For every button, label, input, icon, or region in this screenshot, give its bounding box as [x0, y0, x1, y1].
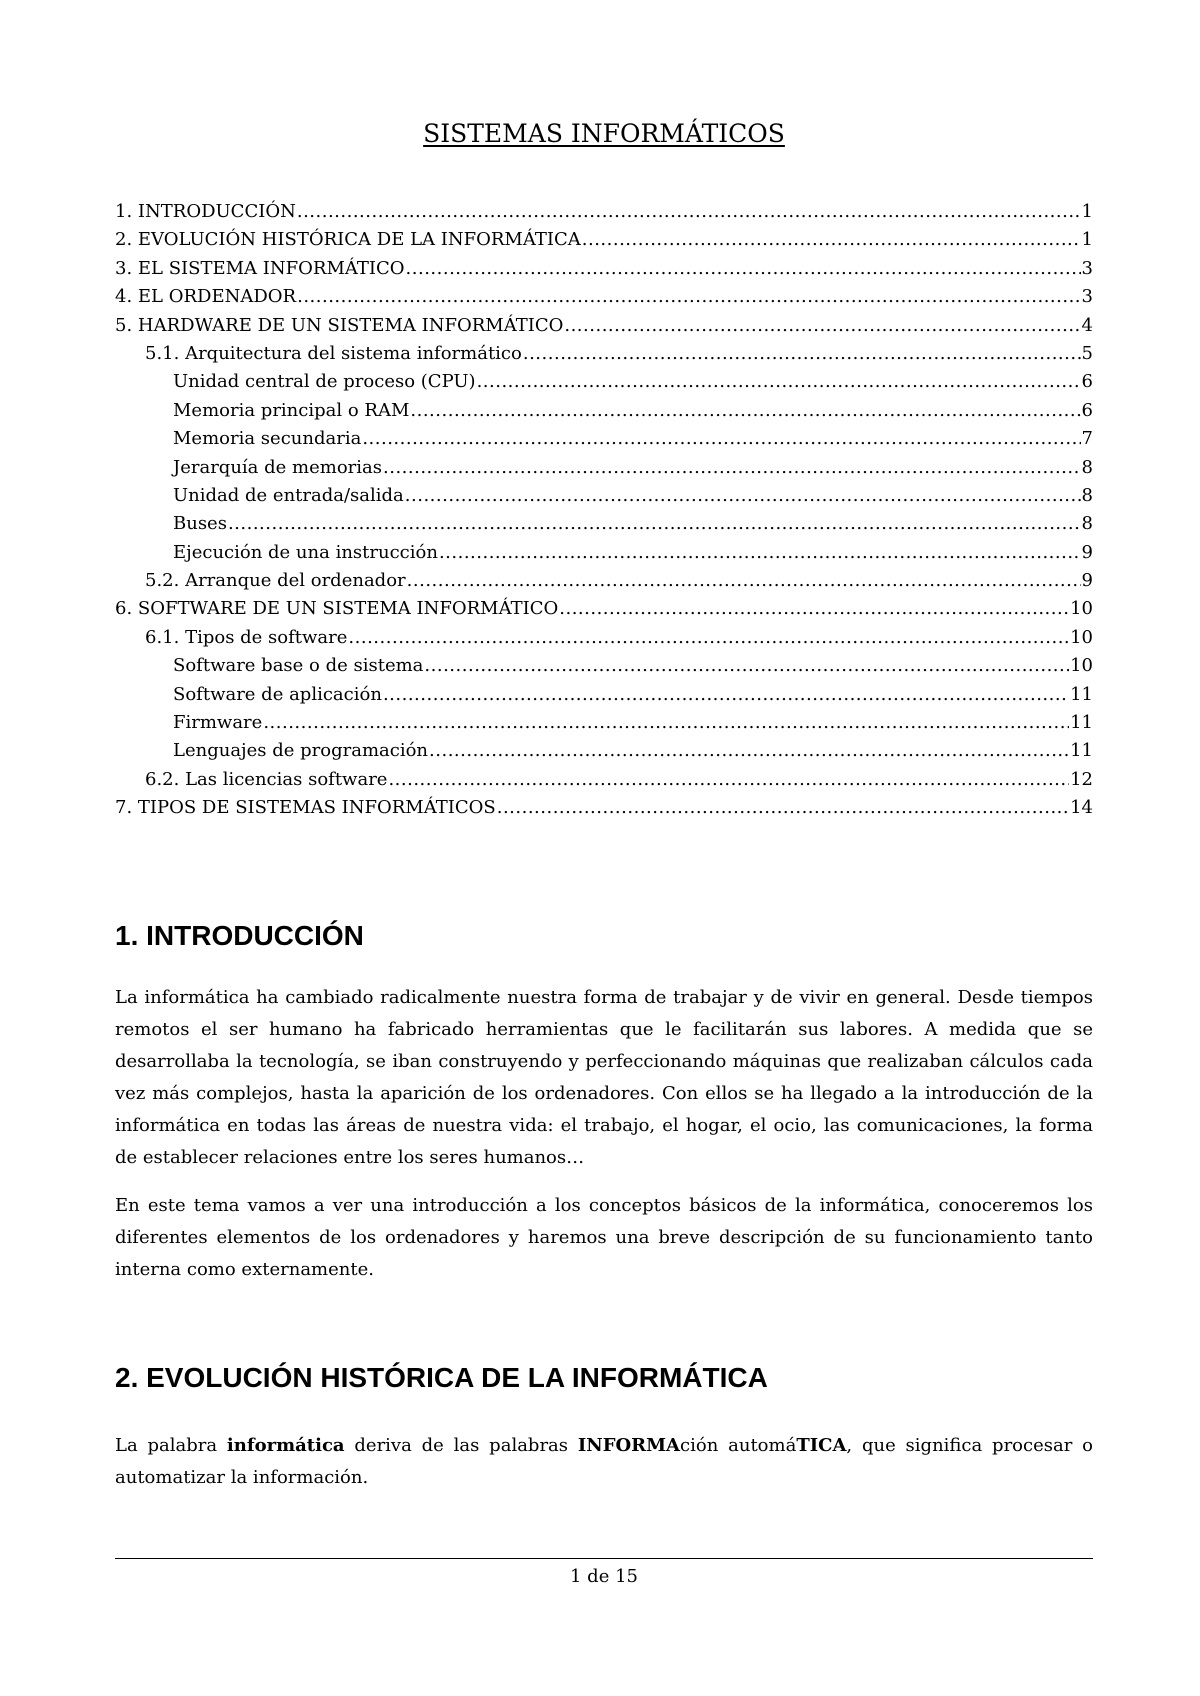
- toc-entry-page-number: 5: [1081, 342, 1093, 364]
- toc-entry-page-number: 11: [1070, 712, 1093, 734]
- toc-entry-page-number: 10: [1070, 598, 1093, 620]
- toc-entry[interactable]: [115, 425, 1093, 453]
- toc-entry[interactable]: [115, 539, 1093, 567]
- toc-entry[interactable]: [115, 397, 1093, 425]
- toc-entry[interactable]: [115, 567, 1093, 595]
- section-heading-introduccion: 1. INTRODUCCIÓN: [115, 920, 364, 951]
- history-text-1: La palabra: [115, 1435, 227, 1456]
- toc-dot-leader: [564, 312, 1080, 340]
- toc-dot-leader: [388, 766, 1069, 794]
- toc-entry-page-number: 12: [1070, 768, 1093, 790]
- footer-divider: [115, 1558, 1093, 1559]
- history-text-4: , que significa procesar o automatizar la información.: [115, 1435, 1093, 1488]
- toc-entry[interactable]: [115, 766, 1093, 794]
- toc-entry[interactable]: [115, 454, 1093, 482]
- toc-entry-page-number: 6: [1081, 399, 1093, 421]
- history-text-2: deriva de las palabras: [344, 1435, 578, 1456]
- toc-dot-leader: [407, 567, 1081, 595]
- toc-entry-label: Buses: [173, 513, 227, 535]
- toc-entry-label: Ejecución de una instrucción: [173, 541, 438, 563]
- history-bold-tica: TICA: [796, 1435, 847, 1456]
- toc-entry-page-number: 11: [1070, 683, 1093, 705]
- toc-dot-leader: [559, 595, 1069, 623]
- toc-entry[interactable]: [115, 510, 1093, 538]
- toc-entry-label: 5.1. Arquitectura del sistema informático: [145, 342, 522, 364]
- toc-entry[interactable]: [115, 198, 1093, 226]
- toc-entry[interactable]: [115, 340, 1093, 368]
- toc-entry[interactable]: [115, 482, 1093, 510]
- toc-entry-label: 1. INTRODUCCIÓN: [115, 201, 296, 222]
- toc-entry-label: 5. HARDWARE DE UN SISTEMA INFORMÁTICO: [115, 314, 564, 336]
- toc-entry-label: 5.2. Arranque del ordenador: [145, 570, 406, 592]
- table-of-contents: [115, 198, 1093, 823]
- toc-entry-label: Memoria principal o RAM: [173, 399, 410, 421]
- intro-paragraph-2: En este tema vamos a ver una introducción a los conceptos básicos de la informática, conoceremos los diferentes elementos de los ordenadores y haremos una breve descripción de su funcionamiento tanto interna como externamente.: [115, 1195, 1093, 1280]
- toc-entry-page-number: 8: [1081, 484, 1093, 506]
- history-paragraph-1: [115, 1430, 1093, 1494]
- toc-entry-page-number: 8: [1081, 513, 1093, 535]
- toc-entry[interactable]: [115, 624, 1093, 652]
- toc-entry-label: Firmware: [173, 712, 263, 734]
- toc-entry-label: Unidad central de proceso (CPU): [173, 371, 476, 393]
- toc-dot-leader: [406, 255, 1081, 283]
- toc-dot-leader: [383, 681, 1069, 709]
- toc-entry-page-number: 8: [1081, 456, 1093, 478]
- toc-dot-leader: [297, 198, 1081, 226]
- toc-entry[interactable]: [115, 283, 1093, 311]
- toc-dot-leader: [405, 482, 1081, 510]
- document-title: SISTEMAS INFORMÁTICOS: [423, 119, 785, 148]
- toc-dot-leader: [383, 454, 1081, 482]
- toc-dot-leader: [410, 397, 1080, 425]
- toc-entry-page-number: 10: [1070, 626, 1093, 648]
- toc-entry-page-number: 3: [1081, 257, 1093, 279]
- toc-entry-page-number: 9: [1081, 541, 1093, 563]
- toc-entry-page-number: 10: [1070, 655, 1093, 677]
- toc-entry-label: 4. EL ORDENADOR: [115, 286, 297, 308]
- toc-dot-leader: [523, 340, 1081, 368]
- toc-entry[interactable]: [115, 368, 1093, 396]
- toc-entry-label: Jerarquía de memorias: [173, 456, 382, 478]
- toc-entry[interactable]: [115, 794, 1093, 822]
- toc-dot-leader: [477, 368, 1081, 396]
- toc-dot-leader: [297, 283, 1080, 311]
- toc-entry-page-number: 3: [1081, 286, 1093, 308]
- toc-entry[interactable]: [115, 226, 1093, 254]
- toc-entry-label: 6.2. Las licencias software: [145, 768, 388, 790]
- toc-entry-label: Software de aplicación: [173, 683, 382, 705]
- toc-dot-leader: [263, 709, 1069, 737]
- toc-entry-page-number: 14: [1070, 797, 1093, 819]
- toc-dot-leader: [228, 510, 1081, 538]
- toc-entry-label: Memoria secundaria: [173, 428, 362, 450]
- toc-entry-page-number: 7: [1081, 428, 1093, 450]
- toc-dot-leader: [348, 624, 1069, 652]
- toc-entry[interactable]: [115, 681, 1093, 709]
- toc-dot-leader: [439, 539, 1081, 567]
- toc-entry[interactable]: [115, 312, 1093, 340]
- page-indicator: 1 de 15: [570, 1566, 638, 1587]
- toc-entry-label: 3. EL SISTEMA INFORMÁTICO: [115, 257, 405, 279]
- toc-entry-label: 7. TIPOS DE SISTEMAS INFORMÁTICOS: [115, 797, 496, 819]
- toc-entry[interactable]: [115, 652, 1093, 680]
- toc-entry-label: Lenguajes de programación: [173, 740, 429, 762]
- toc-entry[interactable]: [115, 595, 1093, 623]
- history-bold-informatica: informática: [226, 1435, 345, 1456]
- toc-entry-page-number: 6: [1081, 371, 1093, 393]
- toc-entry[interactable]: [115, 737, 1093, 765]
- history-bold-informa: INFORMA: [577, 1435, 681, 1456]
- toc-entry-label: Software base o de sistema: [173, 655, 424, 677]
- toc-dot-leader: [582, 226, 1081, 254]
- toc-entry-label: 6. SOFTWARE DE UN SISTEMA INFORMÁTICO: [115, 598, 559, 620]
- toc-entry-page-number: 1: [1081, 201, 1093, 222]
- intro-paragraph-1: La informática ha cambiado radicalmente nuestra forma de trabajar y de vivir en general. Desde tiempos remotos el ser humano ha fabricado herramientas que le facilitarán sus labores. A medida que se desarrollaba la tecnología, se iban construyendo y perfeccionando máquinas que realizaban cálculos cada vez más complejos, hasta la aparición de los ordenadores. Con ellos se ha llegado a la introducción de la informática en todas las áreas de nuestra vida: el trabajo, el hogar, el ocio, las comunicaciones, la forma de establecer relaciones entre los seres humanos…: [115, 987, 1093, 1168]
- toc-entry[interactable]: [115, 709, 1093, 737]
- toc-entry-page-number: 1: [1081, 229, 1093, 251]
- toc-entry-label: Unidad de entrada/salida: [173, 484, 404, 506]
- toc-dot-leader: [429, 737, 1069, 765]
- toc-dot-leader: [362, 425, 1080, 453]
- toc-entry-page-number: 11: [1070, 740, 1093, 762]
- toc-entry-label: 6.1. Tipos de software: [145, 626, 348, 648]
- toc-dot-leader: [424, 652, 1069, 680]
- toc-entry-page-number: 4: [1081, 314, 1093, 336]
- toc-entry[interactable]: [115, 255, 1093, 283]
- history-text-3: ción automá: [680, 1435, 797, 1456]
- toc-dot-leader: [497, 794, 1069, 822]
- toc-entry-page-number: 9: [1081, 570, 1093, 592]
- section-heading-evolucion: 2. EVOLUCIÓN HISTÓRICA DE LA INFORMÁTICA: [115, 1362, 768, 1393]
- toc-entry-label: 2. EVOLUCIÓN HISTÓRICA DE LA INFORMÁTICA: [115, 229, 581, 251]
